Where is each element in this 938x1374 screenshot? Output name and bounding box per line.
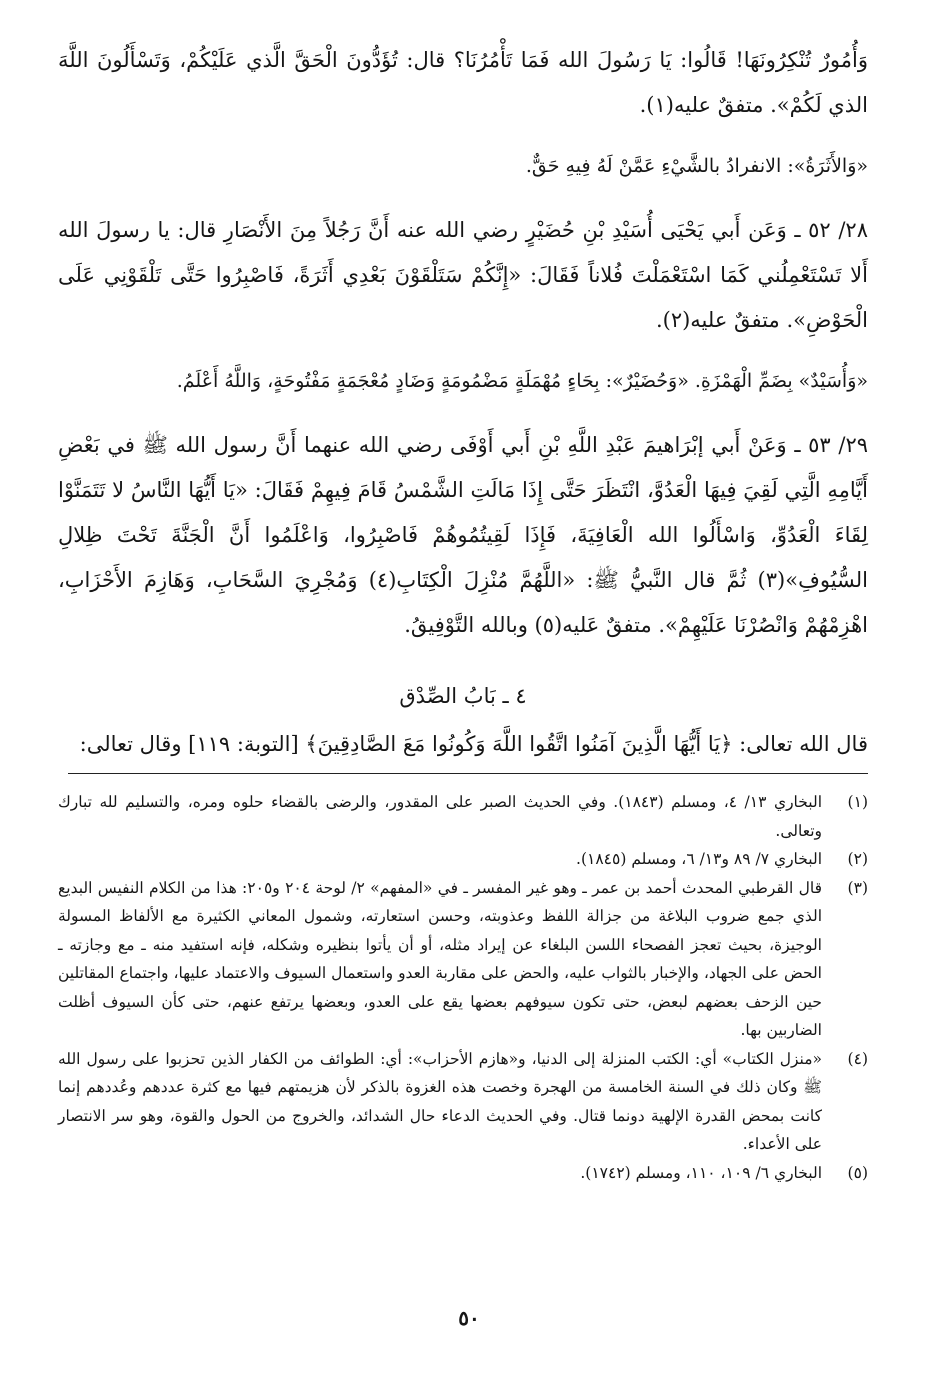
hadith-28-52: ٢٨/ ٥٢ ـ وَعَن أَبي يَحْيَى أُسَيْدِ بْنِ حُضَيْرٍ رضي الله عنه أَنَّ رَجُلاً مِنَ الأَنْصَارِ قال: يا رسولَ الله أَلا تَسْتَعْمِلُني كَمَا اسْتَعْمَلْتَ فُلاناً فَقَالَ: «إِنَّكُمْ سَتَلْقَوْنَ بَعْدِي أَثَرَةً، فَاصْبِرُوا حَتَّى تَلْقَوْنِي عَلَى الْحَوْضِ». متفقٌ عليه(٢). (58, 218, 868, 332)
footnote-number: (٥) (847, 1163, 868, 1182)
footnote-separator (68, 773, 868, 774)
footnote-number: (٣) (847, 878, 868, 897)
hadith-continuation: وَأُمُورٌ تُنْكِرُونَهَا! قَالُوا: يَا رَسُولَ الله فَمَا تَأْمُرُنَا؟ قال: تُؤَدُّونَ الْحَقَّ الَّذي عَلَيْكُمْ، وَتَسْأَلُونَ اللَّهَ الذي لَكُمْ». متفقٌ عليه(١). (58, 48, 868, 117)
footnotes (58, 788, 868, 1187)
footnote-number: (٤) (847, 1049, 868, 1068)
page-number: ٥٠ (458, 1306, 480, 1330)
footnote-5 (58, 1159, 868, 1188)
footnote-text: قال القرطبي المحدث أحمد بن عمر ـ وهو غير المفسر ـ في «المفهم» ٢/ لوحة ٢٠٤ و٢٠٥: هذا من الكلام النفيس البديع الذي جمع ضروب البلاغة من جزالة اللفظ وعذوبته، وحسن استعارته، وشمول المعاني الكثيرة مع الألفاظ المسولة الوجيزة، بحيث تعجز الفصحاء اللسن البلغاء عن إيراد مثله، أو أن يأتوا بنظيره وشكله، فإنه استفيد منه ـ مع وجازته ـ الحض على الجهاد، والإخبار بالثواب عليه، والحض على مقاربة العدو واستعمال السيوف والاعتماد عليها، واجتماع المقاتلين حين الزحف بعضهم لبعض، حتى تكون سيوفهم بعضها يقع على العدو، وبعضها يرتفع عنهم، حتى كأن السيوف أظلت الضاربين بها. (58, 878, 823, 1039)
footnote-4 (58, 1045, 868, 1159)
footnote-number: (٢) (847, 850, 868, 868)
footnote-text: البخاري ١٣/ ٤، ومسلم (١٨٤٣). وفي الحديث الصبر على المقدور، والرضى بالقضاء حلوه ومره، والتسليم لله تبارك وتعالى. (58, 793, 822, 840)
chapter-title: ٤ ـ بَابُ الصِّدْق (399, 684, 527, 708)
footnote-number: (١) (847, 793, 868, 811)
footnote-text: البخاري ٧/ ٨٩ و١٣/ ٦، ومسلم (١٨٤٥). (576, 850, 822, 868)
footnote-text: البخاري ٦/ ١٠٩، ١١٠، ومسلم (١٧٤٢). (580, 1163, 822, 1182)
chapter-intro: قال الله تعالى: ﴿يَا أَيُّهَا الَّذِينَ آمَنُوا اتَّقُوا اللَّهَ وَكُونُوا مَعَ الصَّادِقِينَ﴾ [التوبة: ١١٩] وقال تعالى: (79, 732, 868, 756)
footnote-text: «منزل الكتاب» أي: الكتب المنزلة إلى الدنيا، و«هازم الأحزاب»: أي: الطوائف من الكفار الذين تحزبوا على رسول الله ﷺ وكان ذلك في السنة الخامسة من الهجرة وخصت هذه الغزوة بالذكر لأن هزيمتهم فيها مع كثرة عددهم وعُددهم إنما كانت بمحض القدرة الإلهية دونما قتال. وفي الحديث الدعاء حال الشدائد، والخروج من الحول والقوة، وهو سر الانتصار على الأعداء. (58, 1049, 822, 1153)
hadith-29-53: ٢٩/ ٥٣ ـ وَعَنْ أَبي إبْرَاهيمَ عَبْدِ اللَّهِ بْنِ أَبي أَوْفَى رضي الله عنهما أَنَّ رسول الله ﷺ في بَعْضِ أَيَّامِهِ الَّتِي لَقِيَ فِيهَا الْعَدُوَّ، انْتَظَرَ حَتَّى إِذَا مَالَتِ الشَّمْسُ قَامَ فِيهِمْ فَقَالَ: «يَا أَيُّهَا النَّاسُ لا تَتَمَنَّوْا لِقَاءَ الْعَدُوِّ، وَاسْأَلُوا الله الْعَافِيَةَ، فَإِذَا لَقِيتُمُوهُمْ فَاصْبِرُوا، وَاعْلَمُوا أَنَّ الْجَنَّةَ تَحْتَ ظِلالِ السُّيُوفِ»(٣) ثُمَّ قال النَّبيُّ ﷺ: «اللَّهُمَّ مُنْزِلَ الْكِتَابِ(٤) وَمُجْرِيَ السَّحَابِ، وَهَازِمَ الأَحْزَابِ، اهْزِمْهُمْ وَانْصُرْنَا عَلَيْهِمْ». متفقٌ عَليه(٥) وبالله التَّوْفِيقُ. (58, 433, 868, 637)
footnote-1 (58, 788, 868, 845)
footnote-2 (58, 845, 868, 874)
footnote-3 (58, 874, 868, 1045)
definition-athara: «وَالأَثَرَةُ»: الانفرادُ بالشَّيْءِ عَمَّنْ لَهُ فِيهِ حَقٌّ. (525, 155, 868, 177)
definition-usayd: «وَأُسَيْدٌ» بِضَمِّ الْهَمْزَةِ. «وَحُضَيْرٌ»: بِحَاءٍ مُهْمَلَةٍ مَضْمُومَةٍ وَضَادٍ مُعْجَمَةٍ مَفْتُوحَةٍ، وَاللَّهُ أَعْلَمُ. (176, 370, 868, 392)
